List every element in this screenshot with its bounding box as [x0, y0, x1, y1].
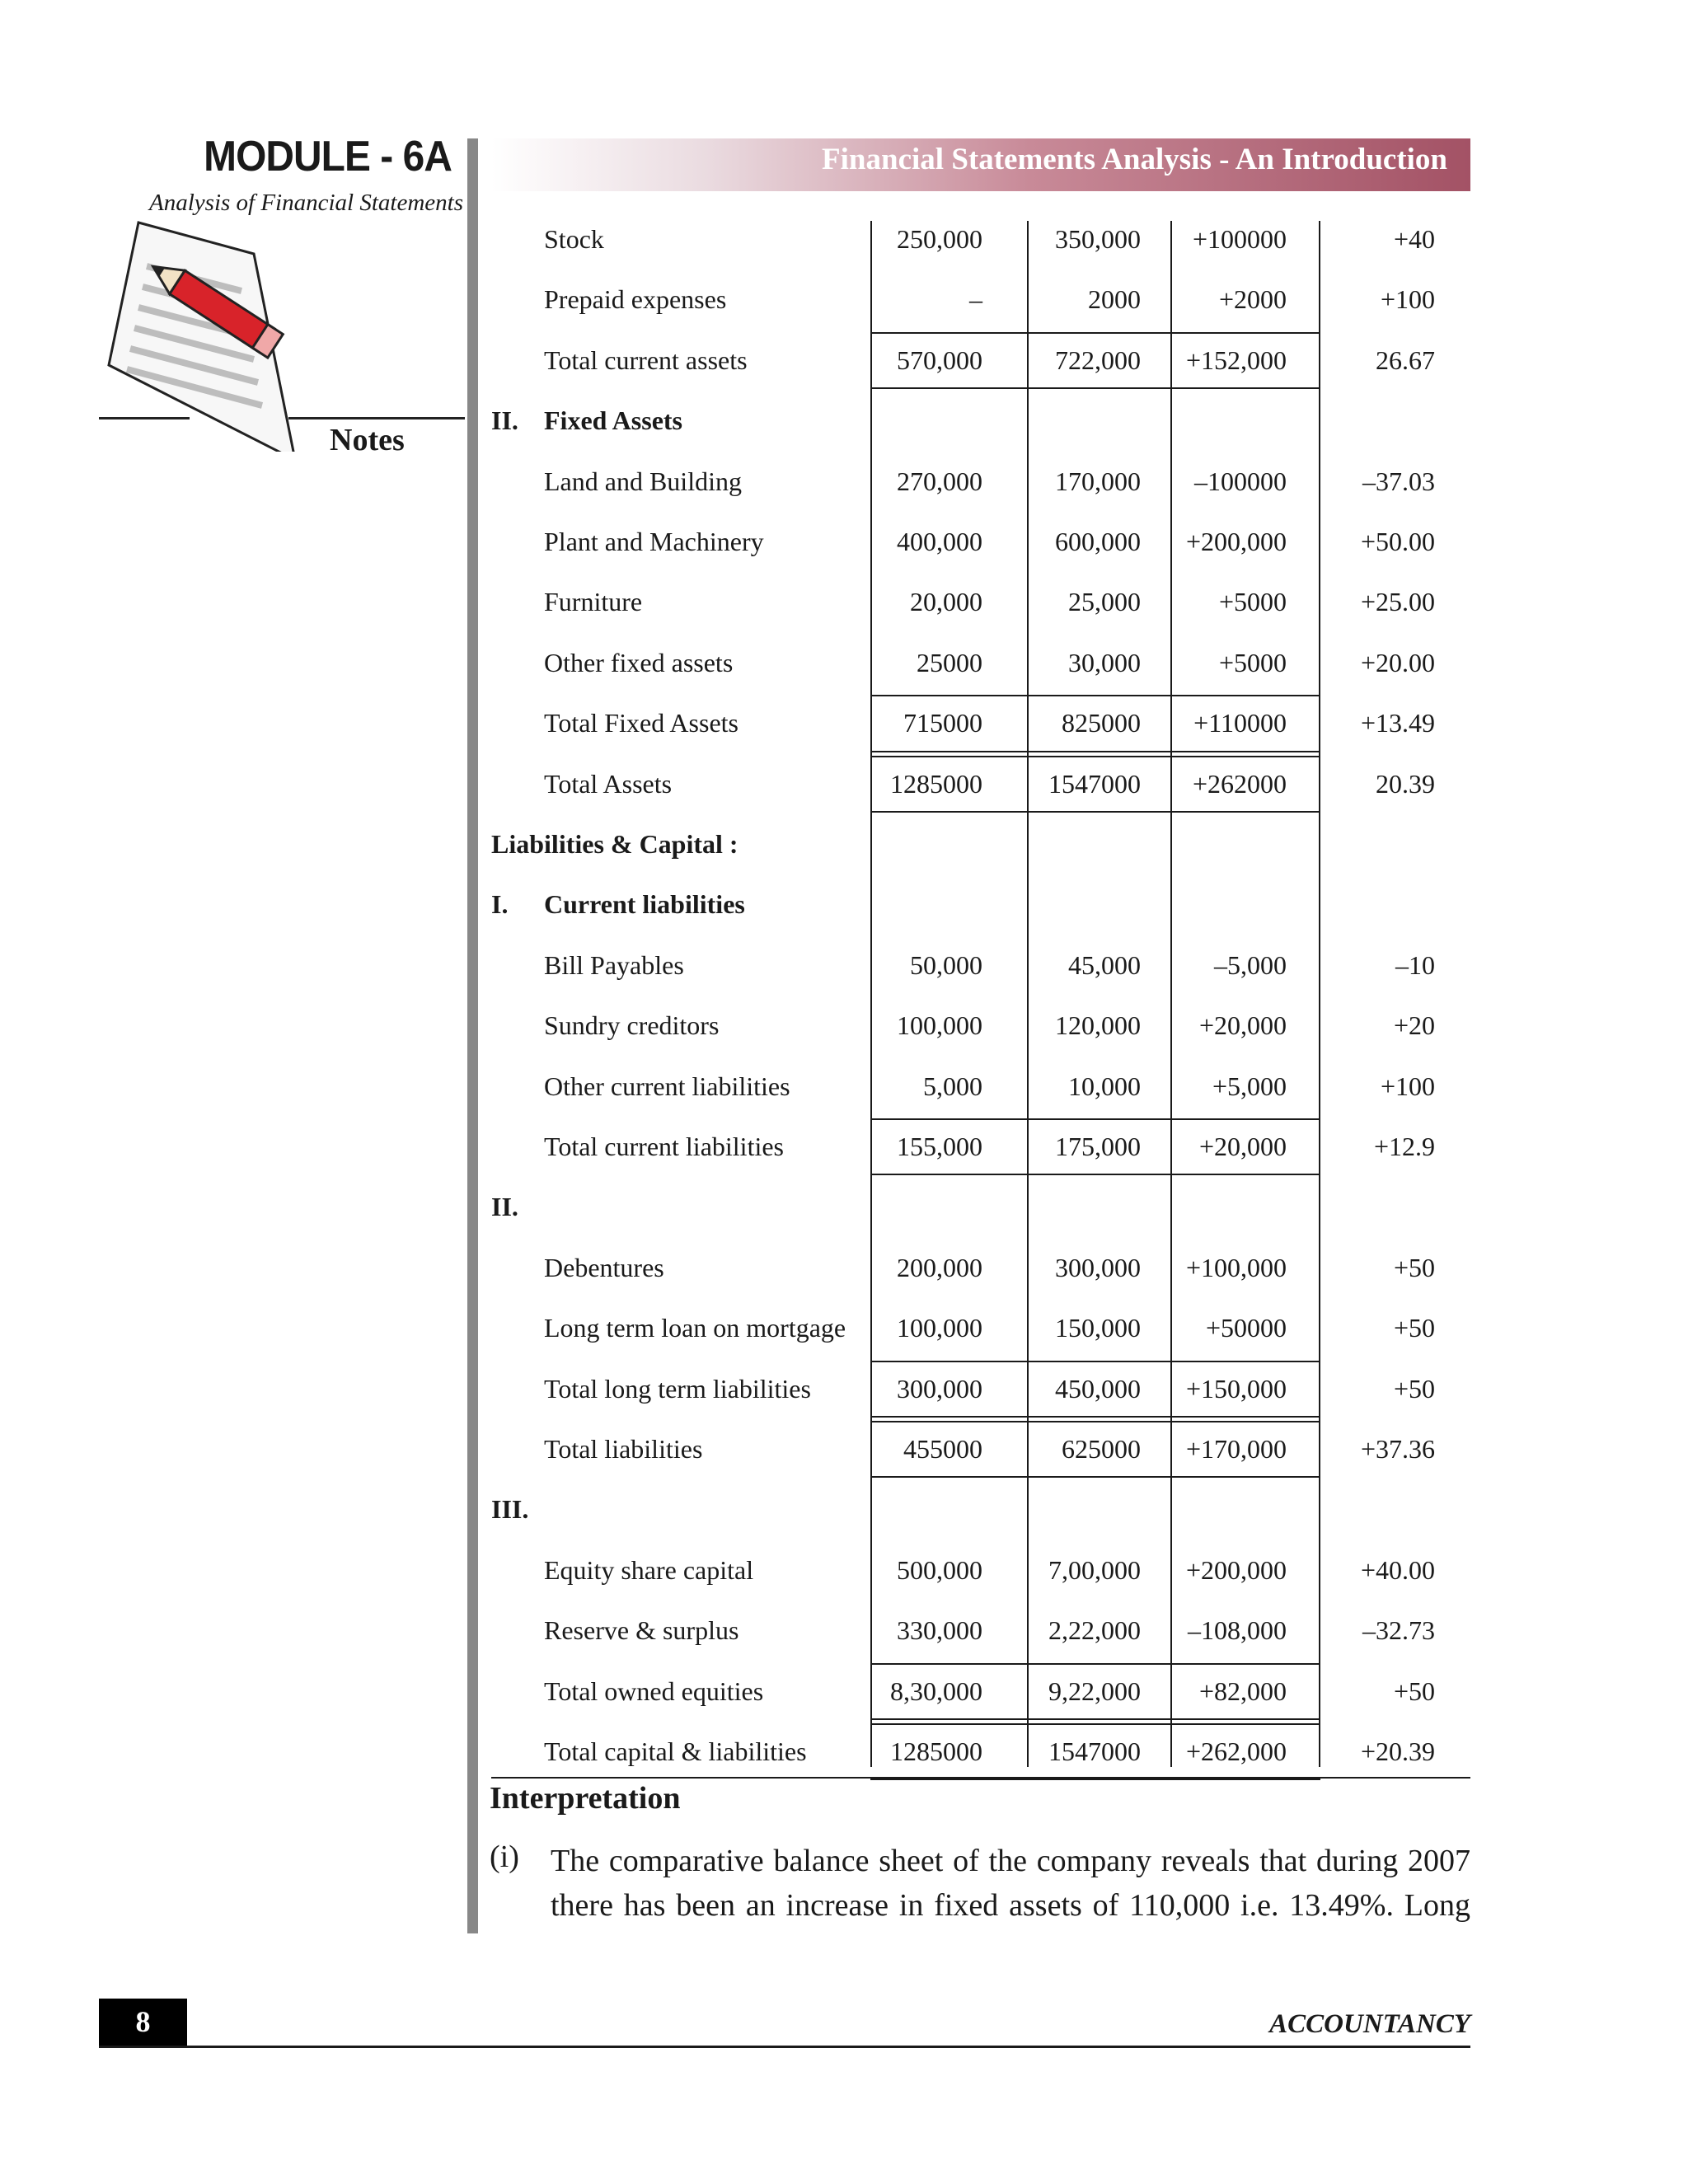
- total-rule: [870, 1416, 1320, 1418]
- cell-2007: 600,000: [1055, 527, 1141, 556]
- table-row: [491, 512, 1470, 572]
- row-label: Land and Building: [544, 466, 742, 496]
- total-rule: [870, 1663, 1320, 1665]
- comparative-balance-sheet: [491, 0, 1470, 1788]
- total-rule: [870, 1723, 1320, 1725]
- cell-abs-change: +100,000: [1185, 1252, 1287, 1282]
- module-subtitle: Analysis of Financial Statements: [149, 190, 463, 216]
- cell-2007: 625000: [1062, 1434, 1141, 1464]
- cell-pct-change: +50: [1393, 1373, 1435, 1404]
- cell-pct-change: 20.39: [1376, 768, 1435, 799]
- cell-2006: 100,000: [897, 1313, 982, 1343]
- cell-2007: 25,000: [1068, 587, 1141, 617]
- table-row: [491, 814, 1470, 874]
- row-label: Plant and Machinery: [544, 527, 764, 556]
- table-row: [491, 269, 1470, 330]
- total-rule: [870, 1779, 1320, 1780]
- table-row: [491, 1359, 1470, 1419]
- row-label: Fixed Assets: [544, 405, 682, 436]
- cell-abs-change: +5000: [1218, 587, 1287, 617]
- row-label: Reserve & surplus: [544, 1615, 739, 1646]
- cell-2006: 100,000: [897, 1010, 982, 1041]
- notes-rule-right: [288, 417, 465, 419]
- cell-2007: 1547000: [1048, 1736, 1141, 1766]
- cell-2006: 270,000: [897, 466, 982, 496]
- cell-2006: 400,000: [897, 527, 982, 556]
- cell-abs-change: –5,000: [1214, 949, 1287, 980]
- total-rule: [870, 387, 1320, 389]
- total-rule: [870, 1118, 1320, 1120]
- cell-2006: 250,000: [897, 224, 982, 254]
- table-row: [491, 1177, 1470, 1237]
- cell-2007: 30,000: [1068, 647, 1141, 677]
- cell-abs-change: +200,000: [1185, 1554, 1287, 1585]
- cell-pct-change: –32.73: [1362, 1615, 1435, 1646]
- interpretation-line: there has been an increase in fixed assets of 110,000 i.e. 13.49%. Long: [551, 1888, 1470, 1923]
- cell-2007: 7,00,000: [1048, 1554, 1141, 1585]
- cell-abs-change: +20,000: [1198, 1010, 1287, 1041]
- table-row: [491, 1601, 1470, 1661]
- total-rule: [870, 811, 1320, 813]
- table-row: [491, 330, 1470, 391]
- cell-abs-change: +5000: [1218, 647, 1287, 677]
- cell-2007: 150,000: [1055, 1313, 1141, 1343]
- cell-abs-change: +200,000: [1185, 527, 1287, 556]
- cell-2007: 2000: [1088, 284, 1141, 315]
- row-label: Sundry creditors: [544, 1010, 720, 1041]
- page-number: 8: [99, 1999, 187, 2046]
- cell-pct-change: +50.00: [1360, 527, 1435, 556]
- cell-pct-change: –10: [1395, 949, 1435, 980]
- table-row: [491, 874, 1470, 935]
- cell-2006: 20,000: [910, 587, 982, 617]
- cell-2007: 350,000: [1055, 224, 1141, 254]
- cell-2007: 10,000: [1068, 1071, 1141, 1101]
- cell-2007: 450,000: [1055, 1373, 1141, 1404]
- table-row: [491, 391, 1470, 451]
- cell-pct-change: –37.03: [1362, 466, 1435, 496]
- cell-2006: 1285000: [890, 1736, 982, 1766]
- cell-2007: 9,22,000: [1048, 1675, 1141, 1706]
- cell-pct-change: 26.67: [1376, 344, 1435, 375]
- cell-2007: 300,000: [1055, 1252, 1141, 1282]
- total-rule: [870, 1476, 1320, 1478]
- cell-abs-change: +5,000: [1212, 1071, 1287, 1101]
- notes-label: Notes: [330, 423, 405, 457]
- section-numeral: III.: [491, 1494, 529, 1525]
- row-label: Total capital & liabilities: [544, 1736, 807, 1766]
- cell-2007: 175,000: [1055, 1132, 1141, 1161]
- cell-abs-change: +50000: [1205, 1313, 1287, 1343]
- table-row: [491, 935, 1470, 996]
- column-rule: [1170, 221, 1172, 1767]
- total-rule: [870, 1361, 1320, 1362]
- row-label: Total current liabilities: [544, 1132, 784, 1161]
- cell-2006: 500,000: [897, 1554, 982, 1585]
- cell-pct-change: +50: [1393, 1313, 1435, 1343]
- table-row: [491, 754, 1470, 814]
- cell-abs-change: +150,000: [1185, 1373, 1287, 1404]
- table-row: [491, 1238, 1470, 1298]
- cell-pct-change: +100: [1380, 284, 1435, 315]
- cell-2007: 1547000: [1048, 768, 1141, 799]
- cell-pct-change: +100: [1380, 1071, 1435, 1101]
- section-numeral: II.: [491, 405, 518, 436]
- row-label: Total liabilities: [544, 1434, 703, 1464]
- table-row: [491, 1722, 1470, 1782]
- total-rule: [870, 695, 1320, 696]
- module-title: MODULE - 6A: [204, 133, 452, 180]
- cell-2006: 200,000: [897, 1252, 982, 1282]
- section-numeral: I.: [491, 889, 509, 920]
- cell-2007: 825000: [1062, 708, 1141, 738]
- row-label: Total Fixed Assets: [544, 708, 738, 738]
- total-rule: [870, 1174, 1320, 1175]
- cell-2006: 8,30,000: [890, 1675, 982, 1706]
- cell-abs-change: +170,000: [1185, 1434, 1287, 1464]
- notes-rule-left: [99, 417, 190, 419]
- row-label: Total current assets: [544, 344, 748, 375]
- cell-pct-change: +20: [1393, 1010, 1435, 1041]
- table-row: [491, 572, 1470, 632]
- cell-pct-change: +50: [1393, 1252, 1435, 1282]
- interpretation-heading: Interpretation: [490, 1781, 681, 1816]
- cell-abs-change: +100000: [1192, 224, 1287, 254]
- row-label: Other fixed assets: [544, 647, 734, 677]
- row-label: Stock: [544, 224, 604, 254]
- interpretation-item-number: (i): [490, 1840, 519, 1874]
- cell-2006: 25000: [917, 647, 982, 677]
- table-row: [491, 1661, 1470, 1722]
- row-label: Prepaid expenses: [544, 284, 727, 315]
- total-rule: [870, 332, 1320, 334]
- footer-subject: ACCOUNTANCY: [1269, 2009, 1470, 2039]
- row-label: Long term loan on mortgage: [544, 1313, 846, 1343]
- cell-pct-change: +12.9: [1373, 1132, 1435, 1161]
- table-bottom-rule: [491, 1777, 1470, 1779]
- cell-pct-change: +40: [1393, 224, 1435, 254]
- cell-pct-change: +13.49: [1360, 708, 1435, 738]
- table-row: [491, 1117, 1470, 1177]
- cell-2007: 120,000: [1055, 1010, 1141, 1041]
- row-label: Furniture: [544, 587, 643, 617]
- row-label: Other current liabilities: [544, 1071, 790, 1101]
- cell-pct-change: +40.00: [1360, 1554, 1435, 1585]
- row-label: Bill Payables: [544, 949, 684, 980]
- cell-abs-change: +262,000: [1185, 1736, 1287, 1766]
- cell-abs-change: –108,000: [1188, 1615, 1287, 1646]
- row-label: Total long term liabilities: [544, 1373, 811, 1404]
- cell-pct-change: +37.36: [1360, 1434, 1435, 1464]
- table-row: [491, 996, 1470, 1056]
- column-rule: [1319, 221, 1320, 1767]
- cell-abs-change: +152,000: [1185, 344, 1287, 375]
- table-row: [491, 1419, 1470, 1479]
- row-label: Current liabilities: [544, 889, 745, 920]
- total-rule: [870, 756, 1320, 757]
- cell-abs-change: +2000: [1218, 284, 1287, 315]
- cell-2006: 5,000: [923, 1071, 982, 1101]
- footer-rule: [99, 2046, 1470, 2048]
- cell-pct-change: +20.00: [1360, 647, 1435, 677]
- margin-divider: [467, 138, 478, 1933]
- cell-2006: 455000: [903, 1434, 982, 1464]
- total-rule: [870, 751, 1320, 752]
- cell-2006: 570,000: [897, 344, 982, 375]
- table-row: [491, 1540, 1470, 1601]
- cell-2006: 155,000: [897, 1132, 982, 1161]
- cell-pct-change: +20.39: [1360, 1736, 1435, 1766]
- column-rule: [870, 221, 872, 1767]
- cell-pct-change: +50: [1393, 1675, 1435, 1706]
- cell-abs-change: +20,000: [1198, 1132, 1287, 1161]
- row-label: Total owned equities: [544, 1675, 764, 1706]
- chapter-title: Financial Statements Analysis - An Introduction: [822, 143, 1447, 176]
- cell-abs-change: +110000: [1193, 708, 1287, 738]
- cell-2006: 715000: [903, 708, 982, 738]
- total-rule: [870, 1718, 1320, 1720]
- table-row: [491, 209, 1470, 269]
- interpretation-line: The comparative balance sheet of the company reveals that during 2007: [551, 1844, 1470, 1878]
- row-label: Equity share capital: [544, 1554, 754, 1585]
- cell-abs-change: +82,000: [1198, 1675, 1287, 1706]
- table-row: [491, 1057, 1470, 1117]
- table-row: [491, 452, 1470, 512]
- cell-2007: 170,000: [1055, 466, 1141, 496]
- cell-2006: 50,000: [910, 949, 982, 980]
- section-heading: Liabilities & Capital :: [491, 829, 738, 859]
- cell-2007: 2,22,000: [1048, 1615, 1141, 1646]
- table-row: [491, 1479, 1470, 1540]
- column-rule: [1027, 221, 1029, 1767]
- cell-2006: 300,000: [897, 1373, 982, 1404]
- cell-2006: 330,000: [897, 1615, 982, 1646]
- section-numeral: II.: [491, 1192, 518, 1222]
- table-row: [491, 693, 1470, 753]
- cell-2007: 45,000: [1068, 949, 1141, 980]
- row-label: Debentures: [544, 1252, 664, 1282]
- cell-pct-change: +25.00: [1360, 587, 1435, 617]
- cell-abs-change: +262000: [1192, 768, 1287, 799]
- total-rule: [870, 1421, 1320, 1422]
- cell-abs-change: –100000: [1194, 466, 1287, 496]
- cell-2007: 722,000: [1055, 344, 1141, 375]
- cell-2006: 1285000: [890, 768, 982, 799]
- table-row: [491, 633, 1470, 693]
- interpretation-paragraph: [551, 1839, 1470, 1928]
- cell-2006: –: [969, 284, 982, 315]
- table-row: [491, 1298, 1470, 1358]
- row-label: Total Assets: [544, 768, 673, 799]
